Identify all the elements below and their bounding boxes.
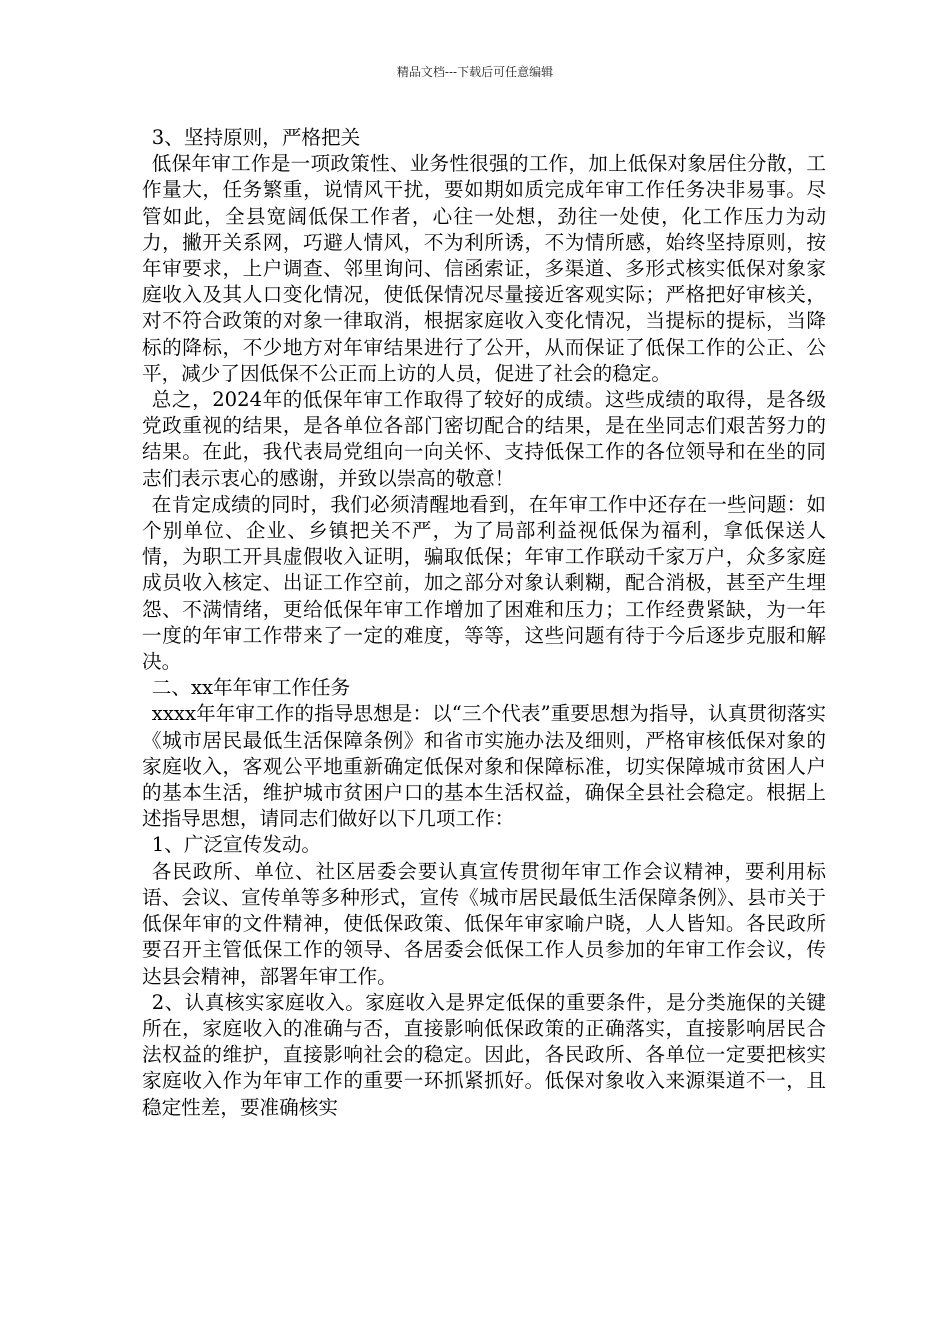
paragraph-publicity-body: 各民政所、单位、社区居委会要认真宣传贯彻年审工作会议精神，要利用标语、会议、宣传单等多种形式，宣传《城市居民最低生活保障条例》、县市关于低保年审的文件精神，使低保政策、低保年审家喻户晓，人人皆知。各民政所要召开主管低保工作的领导、各居委会低保工作人员参加的年审工作会议，传达县会精神，部署年审工作。 — [142, 859, 826, 988]
section-heading-tasks: 二、xx年年审工作任务 — [151, 676, 351, 700]
item-heading-publicity: 1、广泛宣传发动。 — [151, 833, 322, 857]
paragraph-guiding-thought: xxxx年年审工作的指导思想是：以“三个代表”重要思想为指导，认真贯彻落实《城市居民最低生活保障条例》和省市实施办法及细则，严格审核低保对象的家庭收入，客观公平地重新确定低保对象和保障标准，切实保障城市贫困人户的基本生活，维护城市贫困户口的基本生活权益，确保全县社会稳定。根据上述指导思想，请同志们做好以下几项工作： — [142, 702, 826, 831]
section-heading-principle: 3、坚持原则，严格把关 — [151, 126, 361, 149]
paragraph-principle-body: 低保年审工作是一项政策性、业务性很强的工作，加上低保对象居住分散，工作量大，任务繁重，说情风干扰，要如期如质完成年审工作任务决非易事。尽管如此，全县宽阔低保工作者，心往一处想，劲往一处使，化工作压力为动力，撇开关系网，巧避人情风，不为利所诱，不为情所感，始终坚持原则，按年审要求，上户调查、邻里询问、信函索证，多渠道、多形式核实低保对象家庭收入及其人口变化情况，使低保情况尽量接近客观实际；严格把好审核关，对不符合政策的对象一律取消，根据家庭收入变化情况，当提标的提标，当降标的降标，不少地方对年审结果进行了公开，从而保证了低保工作的公正、公平，减少了因低保不公正而上访的人员，促进了社会的稳定。 — [142, 152, 826, 385]
paragraph-verify-income: 2、认真核实家庭收入。家庭收入是界定低保的重要条件，是分类施保的关键所在，家庭收入的准确与否，直接影响低保政策的正确落实，直接影响居民合法权益的维护，直接影响社会的稳定。因此，各民政所、各单位一定要把核实家庭收入作为年审工作的重要一环抓紧抓好。低保对象收入来源渠道不一，且稳定性差，要准确核实 — [142, 990, 826, 1119]
paragraph-problems: 在肯定成绩的同时，我们必须清醒地看到，在年审工作中还存在一些问题：如个别单位、企业、乡镇把关不严，为了局部利益视低保为福利，拿低保送人情，为职工开具虚假收入证明，骗取低保；年审工作联动千家万户，众多家庭成员收入核定、出证工作空前，加之部分对象认剩糊，配合消极，甚至产生埋怨、不满情绪，更给低保年审工作增加了困难和压力；工作经费紧缺，为一年一度的年审工作带来了一定的难度，等等，这些问题有待于今后逐步克服和解决。 — [142, 492, 826, 674]
document-body — [142, 125, 826, 1121]
page-header: 精品文档---下载后可任意编辑 — [396, 65, 554, 79]
paragraph-summary: 总之，2024年的低保年审工作取得了较好的成绩。这些成绩的取得，是各级党政重视的结果，是各单位各部门密切配合的结果，是在坐同志们艰苦努力的结果。在此，我代表局党组向一向关怀、支持低保工作的各位领导和在坐的同志们表示衷心的感谢，并致以崇高的敬意！ — [142, 388, 826, 490]
